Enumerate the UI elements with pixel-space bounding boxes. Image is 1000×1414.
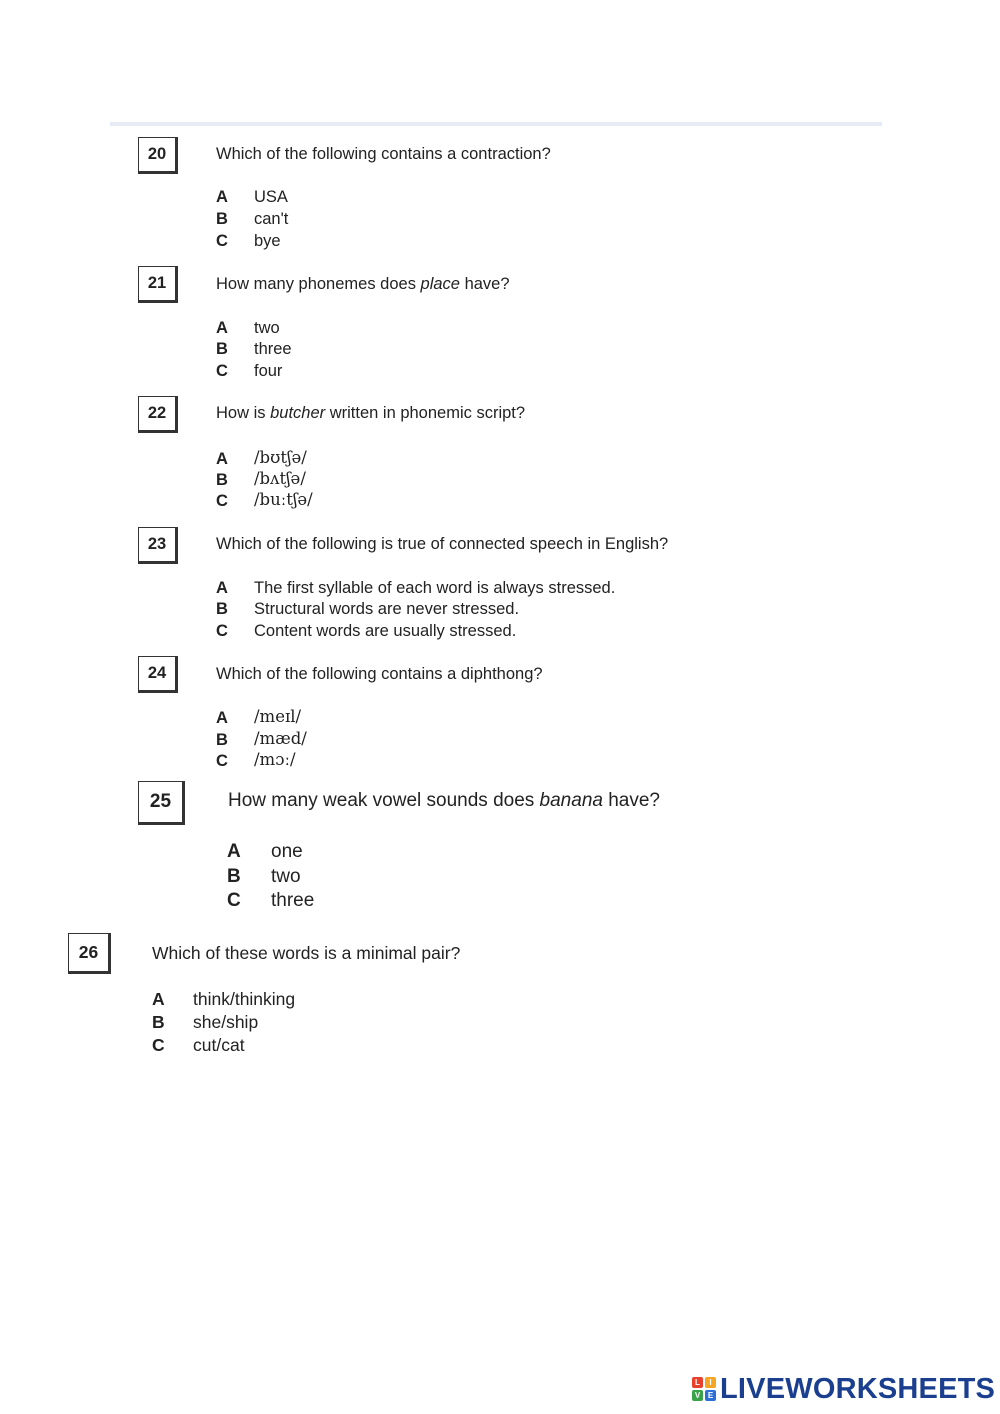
option-letter: B xyxy=(216,600,228,618)
option-text: can't xyxy=(254,210,289,228)
option-text: she/ship xyxy=(193,1012,259,1032)
option-letter: B xyxy=(216,471,228,489)
question-number-box: 20 xyxy=(138,137,178,174)
option-text: /buːtʃə/ xyxy=(254,490,313,509)
brand-name: LIVEWORKSHEETS xyxy=(720,1372,996,1405)
logo-grid-icon xyxy=(692,1377,716,1401)
question-text: Which of the following contains a diphthong? xyxy=(216,665,543,683)
option-letter: C xyxy=(216,362,228,380)
liveworksheets-logo xyxy=(692,1372,995,1406)
option-letter: A xyxy=(216,709,228,727)
option-text: /bʊtʃə/ xyxy=(254,448,307,467)
option-text: one xyxy=(271,841,303,862)
option-text: Content words are usually stressed. xyxy=(254,622,517,640)
logo-cell: E xyxy=(705,1390,716,1401)
option-letter: B xyxy=(216,731,228,749)
option-text: two xyxy=(254,319,280,337)
question-number-box: 25 xyxy=(138,781,185,825)
option-text: cut/cat xyxy=(193,1035,245,1055)
option-text: /mɔː/ xyxy=(254,750,296,769)
option-letter: B xyxy=(216,210,228,228)
option-letter: A xyxy=(216,450,228,468)
option-letter: A xyxy=(216,188,228,206)
question-number-box: 24 xyxy=(138,656,178,693)
option-letter: C xyxy=(227,890,241,911)
option-letter: C xyxy=(216,492,228,510)
question-number-box: 26 xyxy=(68,933,111,974)
option-letter: B xyxy=(216,340,228,358)
question-text: How many weak vowel sounds does banana have? xyxy=(228,790,660,811)
option-text: /bʌtʃə/ xyxy=(254,469,306,488)
logo-cell: L xyxy=(692,1377,703,1388)
question-number-box: 23 xyxy=(138,527,178,564)
question-text: Which of these words is a minimal pair? xyxy=(152,943,461,963)
option-letter: A xyxy=(152,989,165,1009)
option-text: two xyxy=(271,866,301,887)
option-text: The first syllable of each word is always stressed. xyxy=(254,579,616,597)
option-letter: C xyxy=(152,1035,165,1055)
option-text: three xyxy=(271,890,315,911)
question-number-box: 22 xyxy=(138,396,178,433)
question-text: Which of the following is true of connected speech in English? xyxy=(216,535,669,553)
header-divider xyxy=(110,122,882,126)
logo-cell: I xyxy=(705,1377,716,1388)
option-letter: B xyxy=(227,866,241,887)
question-text: How many phonemes does place have? xyxy=(216,275,510,293)
option-letter: A xyxy=(216,319,228,337)
option-text: /meɪl/ xyxy=(254,707,302,726)
option-text: three xyxy=(254,340,292,358)
option-text: USA xyxy=(254,188,288,206)
option-text: Structural words are never stressed. xyxy=(254,600,520,618)
option-letter: A xyxy=(227,841,241,862)
option-text: bye xyxy=(254,232,281,250)
option-letter: C xyxy=(216,752,228,770)
option-letter: A xyxy=(216,579,228,597)
option-letter: C xyxy=(216,232,228,250)
option-text: four xyxy=(254,362,283,380)
logo-cell: V xyxy=(692,1390,703,1401)
option-letter: C xyxy=(216,622,228,640)
option-text: think/thinking xyxy=(193,989,296,1009)
question-number-box: 21 xyxy=(138,266,178,303)
question-text: How is butcher written in phonemic script? xyxy=(216,404,526,422)
option-letter: B xyxy=(152,1012,165,1032)
question-text: Which of the following contains a contraction? xyxy=(216,145,551,163)
option-text: /mæd/ xyxy=(254,729,307,748)
